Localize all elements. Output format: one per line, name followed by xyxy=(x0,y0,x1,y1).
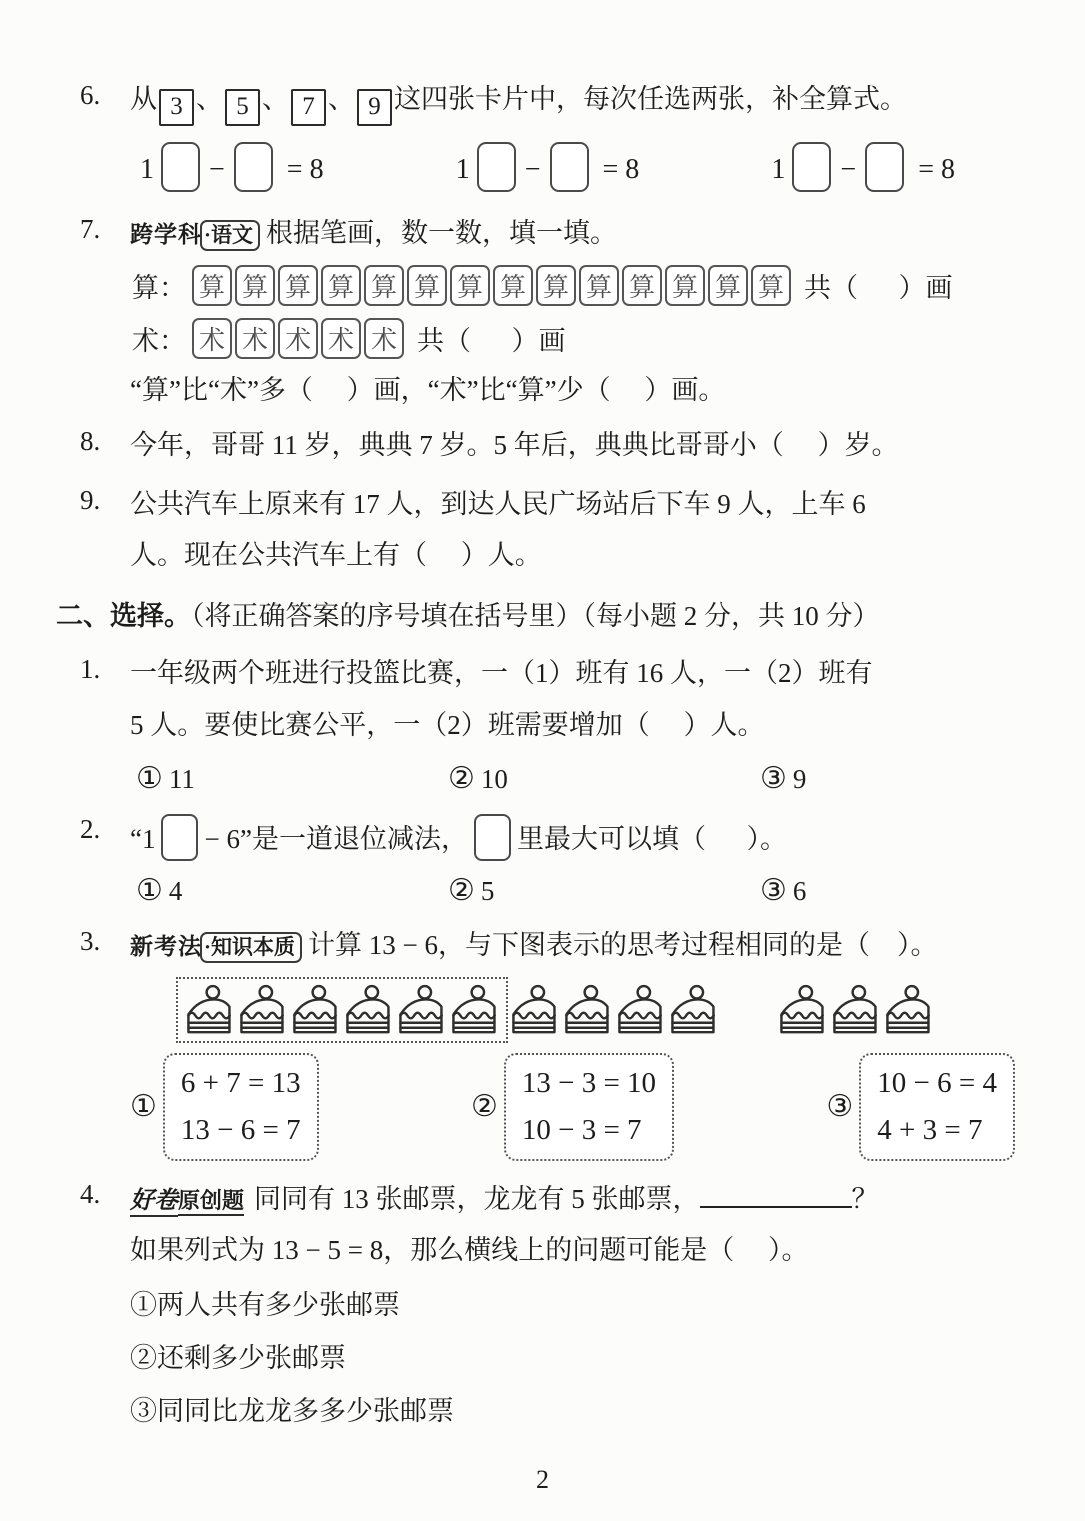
cake-icon xyxy=(777,982,828,1038)
question-9-line-2: 人。现在公共汽车上有（ ）人。 xyxy=(130,540,542,571)
option-mark: ③ xyxy=(760,872,787,908)
minus-sign: − xyxy=(524,153,541,185)
character-label: 术： xyxy=(132,325,186,356)
trace-character-box: 算 xyxy=(450,265,490,306)
stroke-count-rows xyxy=(130,265,1015,359)
trace-character-box: 术 xyxy=(192,318,232,359)
choice-1-line-1: 一年级两个班进行投篮比赛，一（1）班有 16 人，一（2）班有 xyxy=(130,658,873,689)
section-2-subtitle: （将正确答案的序号填在括号里）（每小题 2 分，共 10 分） xyxy=(191,601,880,632)
cake-group-right xyxy=(776,982,935,1038)
choice-option xyxy=(760,761,1072,796)
choice-3-options xyxy=(130,1053,1015,1161)
option-text: 9 xyxy=(792,763,807,794)
minus-sign: − xyxy=(209,153,225,185)
option-text: 10 xyxy=(480,763,508,794)
cake-icon xyxy=(184,982,235,1038)
option-text: 6 xyxy=(792,875,807,906)
choice-option: ③同同比龙龙多多少张邮票 xyxy=(130,1396,454,1427)
option-text: 11 xyxy=(168,763,195,794)
new-method-badge: 新考法·知识本质 xyxy=(130,930,302,960)
choice-1-line-2: 5 人。要使比赛公平，一（2）班需要增加（ ）人。 xyxy=(130,709,765,740)
choice-2-text: “1 − 6”是一道退位减法， 里最大可以填（ ）。 xyxy=(130,814,1015,861)
equation-line: 6 + 7 = 13 xyxy=(180,1066,301,1099)
equation-line: 10 − 3 = 7 xyxy=(521,1113,642,1146)
subtraction-equation xyxy=(771,142,955,192)
minus-sign: − xyxy=(840,153,857,185)
section-2-label: 二、 xyxy=(56,601,110,632)
choice-option xyxy=(136,873,448,908)
trace-character-box: 术 xyxy=(364,318,404,359)
answer-box xyxy=(161,814,198,861)
trace-character-box: 算 xyxy=(407,265,447,306)
trace-character-box: 算 xyxy=(708,265,748,306)
cake-icon xyxy=(615,982,666,1038)
answer-box xyxy=(161,142,200,192)
answer-box xyxy=(865,142,904,192)
section-2-title: 选择。 xyxy=(110,601,191,632)
trace-character-box: 术 xyxy=(278,318,318,359)
trace-character-box: 算 xyxy=(536,265,576,306)
equation-option-box xyxy=(163,1053,319,1161)
cake-icon xyxy=(237,982,288,1038)
question-6-text-pre: 从 xyxy=(130,84,157,114)
trace-character-box: 算 xyxy=(321,265,361,306)
answer-box xyxy=(474,814,511,861)
trace-character-box: 算 xyxy=(278,265,318,306)
option-mark: ② xyxy=(448,872,475,908)
choice-4-line-1: 好卷原创题 同同有 13 张邮票，龙龙有 5 张邮票， ？ xyxy=(130,1179,1015,1219)
subtraction-equation xyxy=(140,142,324,192)
answer-blank xyxy=(700,1179,852,1208)
cross-subject-badge: 跨学科·语文 xyxy=(130,218,260,248)
equation-option xyxy=(130,1053,319,1161)
equation-option xyxy=(471,1053,674,1161)
question-6 xyxy=(56,80,1015,214)
question-7-compare: “算”比“术”多（ ）画，“术”比“算”少（ ）画。 xyxy=(130,374,726,405)
choice-4-options xyxy=(130,1286,1015,1431)
cake-icon xyxy=(668,982,719,1038)
choice-3-stem: 计算 13 − 6，与下图表示的思考过程相同的是（ ）。 xyxy=(308,929,938,960)
choice-option: ②还剩多少张邮票 xyxy=(130,1343,346,1374)
trace-character-box: 算 xyxy=(192,265,232,306)
option-text: 4 xyxy=(168,875,183,906)
question-7-number: 7. xyxy=(80,213,101,244)
stroke-count-row xyxy=(132,265,1015,306)
equation-lead: 1 xyxy=(140,153,154,185)
question-9-line-1: 公共汽车上原来有 17 人，到达人民广场站后下车 9 人，上车 6 xyxy=(130,489,866,520)
option-mark: ① xyxy=(136,872,163,908)
cake-icon xyxy=(290,982,341,1038)
section-2-header xyxy=(56,597,1015,654)
number-card: 3 xyxy=(159,89,194,126)
equation-option-box xyxy=(859,1053,1015,1161)
original-question-badge: 好卷原创题 xyxy=(130,1184,248,1214)
number-cards: 3 、 5 、 7 、 9 xyxy=(157,84,394,114)
cake-icon xyxy=(509,982,560,1038)
answer-box xyxy=(477,142,516,192)
cake-icon xyxy=(830,982,881,1038)
cake-icon xyxy=(343,982,394,1038)
equation-line: 10 − 6 = 4 xyxy=(877,1066,997,1099)
option-mark: ③ xyxy=(760,760,787,796)
number-card: 5 xyxy=(225,89,260,126)
choice-1-options xyxy=(136,761,1015,796)
cake-icon xyxy=(883,982,934,1038)
option-mark: ① xyxy=(136,760,163,796)
character-label: 算： xyxy=(132,272,186,303)
question-6-text xyxy=(130,80,1015,126)
stroke-total-text: 共（ ）画 xyxy=(417,325,566,356)
equation-option xyxy=(826,1053,1015,1161)
trace-character-box: 算 xyxy=(493,265,533,306)
cake-icon xyxy=(396,982,447,1038)
choice-option xyxy=(448,873,760,908)
answer-box xyxy=(234,142,273,192)
question-9-number: 9. xyxy=(80,485,101,516)
option-text: 5 xyxy=(480,875,495,906)
equation-result: = 8 xyxy=(595,153,640,185)
cake-group-circled xyxy=(176,977,508,1043)
question-7-stem: 根据笔画，数一数，填一填。 xyxy=(266,217,618,248)
choice-2-options xyxy=(136,873,1015,908)
question-8 xyxy=(56,426,1015,485)
choice-2-number: 2. xyxy=(80,813,101,844)
answer-box xyxy=(550,142,589,192)
trace-character-box: 算 xyxy=(235,265,275,306)
equation-line: 13 − 3 = 10 xyxy=(521,1066,657,1099)
question-8-number: 8. xyxy=(80,425,101,456)
trace-character-box: 算 xyxy=(751,265,791,306)
equation-result: = 8 xyxy=(279,153,324,185)
equation-line: 13 − 6 = 7 xyxy=(180,1113,301,1146)
trace-boxes xyxy=(192,318,407,359)
number-card: 7 xyxy=(291,89,326,126)
trace-character-box: 术 xyxy=(321,318,361,359)
choice-option xyxy=(760,873,1072,908)
equation-lead: 1 xyxy=(771,153,786,185)
equation-lead: 1 xyxy=(455,153,470,185)
equation-line: 4 + 3 = 7 xyxy=(877,1113,983,1146)
question-9 xyxy=(56,485,1015,597)
question-6-text-post: 这四张卡片中，每次任选两张，补全算式。 xyxy=(394,84,907,114)
trace-character-box: 术 xyxy=(235,318,275,359)
choice-question-2 xyxy=(56,814,1015,926)
cake-diagram xyxy=(176,977,1015,1043)
choice-question-3 xyxy=(56,926,1015,1179)
equation-result: = 8 xyxy=(911,153,955,185)
trace-character-box: 算 xyxy=(579,265,619,306)
cake-icon xyxy=(562,982,613,1038)
choice-1-number: 1. xyxy=(80,654,101,685)
trace-character-box: 算 xyxy=(364,265,404,306)
option-mark: ① xyxy=(130,1089,157,1125)
number-card: 9 xyxy=(357,89,392,126)
option-mark: ② xyxy=(470,1089,498,1125)
stroke-count-row xyxy=(132,318,1015,359)
page-number: 2 xyxy=(536,1465,549,1494)
trace-boxes xyxy=(192,265,794,306)
choice-3-text xyxy=(130,926,1015,965)
question-6-equations xyxy=(140,142,1015,192)
choice-4-line-2: 如果列式为 13 − 5 = 8，那么横线上的问题可能是（ ）。 xyxy=(130,1234,809,1265)
trace-character-box: 算 xyxy=(622,265,662,306)
answer-box xyxy=(792,142,831,192)
stroke-total-text: 共（ ）画 xyxy=(804,272,953,303)
choice-4-number: 4. xyxy=(80,1178,101,1209)
option-mark: ③ xyxy=(826,1089,854,1125)
choice-question-4 xyxy=(56,1179,1015,1446)
choice-question-1 xyxy=(56,654,1015,813)
equation-option-box xyxy=(504,1053,674,1161)
question-7-text xyxy=(130,214,1015,253)
question-6-number: 6. xyxy=(80,80,101,110)
choice-option xyxy=(136,761,448,796)
question-8-text: 今年，哥哥 11 岁，典典 7 岁。5 年后，典典比哥哥小（ ）岁。 xyxy=(130,429,899,460)
option-mark: ② xyxy=(448,760,475,796)
cake-group-middle xyxy=(508,982,720,1038)
choice-option xyxy=(448,761,760,796)
choice-option: ①两人共有多少张邮票 xyxy=(130,1290,400,1321)
cake-icon xyxy=(449,982,500,1038)
question-7 xyxy=(56,214,1015,426)
choice-3-number: 3. xyxy=(80,925,101,956)
trace-character-box: 算 xyxy=(665,265,705,306)
subtraction-equation xyxy=(456,142,640,192)
